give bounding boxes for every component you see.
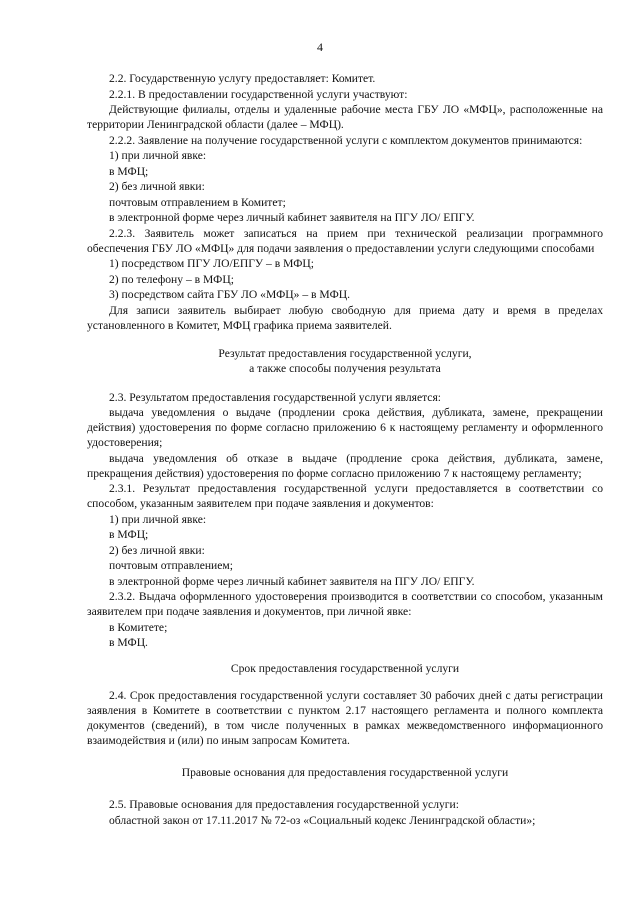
list-item: в МФЦ; (109, 528, 149, 541)
list-item: 3) посредством сайта ГБУ ЛО «МФЦ» – в МФЦ. (109, 288, 351, 301)
section-heading (87, 346, 603, 376)
page-number: 4 (317, 40, 323, 54)
section-heading: Правовые основания для предоставления государственной услуги (181, 766, 509, 779)
paragraph: 2.2.3. Заявитель может записаться на прием при технической реализации программного обеспечения ГБУ ЛО «МФЦ» для подачи заявления о предоставлении услуги следующими способами (87, 226, 603, 255)
list-item: почтовым отправлением; (109, 559, 233, 572)
list-item: в МФЦ; (109, 164, 149, 178)
list-item: 1) посредством ПГУ ЛО/ЕПГУ – в МФЦ; (109, 257, 314, 270)
paragraph: областной закон от 17.11.2017 № 72-оз «Социальный кодекс Ленинградской области»; (109, 813, 536, 827)
section-heading: Срок предоставления государственной услуги (230, 662, 460, 675)
paragraph: выдача уведомления об отказе в выдаче (продление срока действия, дубликата, замене, прекращения действия) удостоверения по форме согласно приложению 7 к настоящему регламенту; (87, 451, 603, 480)
paragraph: выдача уведомления о выдаче (продлении срока действия, дубликата, замене, прекращении действия) удостоверения по форме согласно приложению 6 к настоящему регламенту и оформленного удостоверения; (87, 406, 603, 449)
list-item: почтовым отправлением в Комитет; (109, 195, 286, 209)
list-item: в электронной форме через личный кабинет заявителя на ПГУ ЛО/ ЕПГУ. (109, 574, 475, 588)
document-body (87, 71, 603, 828)
paragraph: 2.4. Срок предоставления государственной услуги составляет 30 рабочих дней с даты регистрации заявления в Комитете в соответствии с пунктом 2.17 настоящего регламента и полного комплекта документов (сведений), в том числе полученных в рамках межведомственного информационного взаимодействия и (или) по иным запросам Комитета. (87, 689, 603, 747)
paragraph: Действующие филиалы, отделы и удаленные рабочие места ГБУ ЛО «МФЦ», расположенные на территории Ленинградской области (далее – МФЦ). (87, 103, 603, 131)
heading-line: Результат предоставления государственной услуги, (218, 346, 472, 360)
paragraph: 2.3.2. Выдача оформленного удостоверения производится в соответствии со способом, указанным заявителем при подаче заявления и документов, при личной явке: (87, 590, 603, 618)
paragraph: 2.5. Правовые основания для предоставления государственной услуги: (109, 798, 459, 811)
paragraph: 2.2.1. В предоставлении государственной услуги участвуют: (109, 87, 408, 101)
list-item: в электронной форме через личный кабинет заявителя на ПГУ ЛО/ ЕПГУ. (109, 211, 475, 224)
list-item: 1) при личной явке: (109, 149, 207, 162)
paragraph: 2.2. Государственную услугу предоставляет: Комитет. (109, 72, 376, 85)
paragraph: 2.3. Результатом предоставления государственной услуги является: (109, 390, 442, 404)
paragraph: 2.2.2. Заявление на получение государственной услуги с комплектом документов принимаются: (109, 133, 583, 147)
paragraph: Для записи заявитель выбирает любую свободную для приема дату и время в пределах установленного в Комитет, МФЦ графика приема заявителей. (87, 303, 603, 332)
list-item: 2) без личной явки: (109, 543, 205, 557)
list-item: в Комитете; (109, 620, 168, 634)
list-item: в МФЦ. (109, 636, 148, 649)
paragraph: 2.3.1. Результат предоставления государственной услуги предоставляется в соответствии со способом, указанным заявителем при подаче заявления и документов: (87, 482, 603, 510)
list-item: 2) без личной явки: (109, 180, 205, 193)
list-item: 1) при личной явке: (109, 512, 207, 526)
heading-line: а также способы получения результата (249, 361, 441, 375)
list-item: 2) по телефону – в МФЦ; (109, 272, 234, 286)
